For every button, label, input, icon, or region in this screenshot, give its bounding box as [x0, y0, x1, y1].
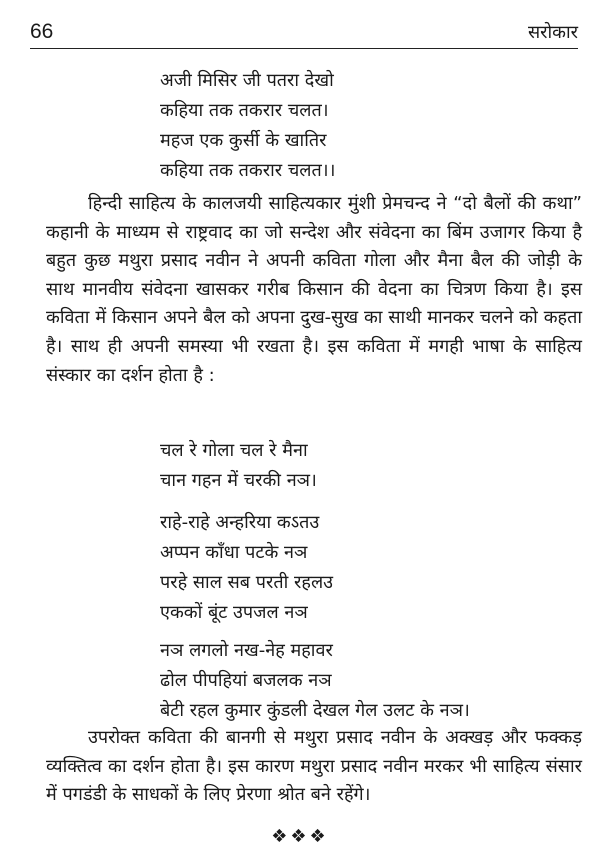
verse-line: कहिया तक तकरार चलत।। — [160, 160, 336, 181]
verse-line: कहिया तक तकरार चलत। — [160, 100, 329, 121]
verse-stanza-2 — [160, 436, 317, 496]
header-rule — [30, 48, 578, 49]
verse-stanza-1 — [160, 66, 335, 186]
running-head: सरोकार — [527, 22, 578, 43]
body-paragraph: उपरोक्त कविता की बानगी से मथुरा प्रसाद नवीन के अक्खड़ और फक्कड़ व्यक्तित्व का दर्शन होता है। इस कारण मथुरा प्रसाद नवीन मरकर भी साहित्य संसार में पगडंडी के साधकों के लिए प्रेरणा श्रोत बने रहेंगे। — [46, 727, 582, 806]
verse-line: राहे-राहे अन्हरिया कऽतउ — [160, 512, 320, 533]
verse-line: अप्पन काँधा पटके नञ — [160, 542, 308, 563]
verse-stanza-4 — [160, 636, 470, 726]
body-paragraph: हिन्दी साहित्य के कालजयी साहित्यकार मुंशी प्रेमचन्द ने “दो बैलों की कथा” कहानी के माध्यम से राष्ट्रवाद का जो सन्देश और संवेदना का बिंम उजागर किया है बहुत कुछ मथुरा प्रसाद नवीन ने अपनी कविता गोला और मैना बैल की जोड़ी के साथ मानवीय संवेदना खासकर गरीब किसान की वेदना का चित्रण किया है। इस कविता में किसान अपने बैल को अपना दुख-सुख का साथी मानकर चलने को कहता है। साथ ही अपनी समस्या भी रखता है। इस कविता में मगही भाषा के साहित्य संस्कार का दर्शन होता है : — [46, 193, 582, 386]
end-ornament: ❖❖❖ — [271, 826, 329, 847]
verse-stanza-3 — [160, 508, 333, 628]
verse-line: अजी मिसिर जी पतरा देखो — [160, 70, 334, 91]
verse-line: नञ लगलो नख-नेह महावर — [160, 640, 333, 661]
page-header — [30, 18, 578, 52]
verse-line: चान गहन में चरकी नञ। — [160, 470, 317, 491]
verse-line: चल रे गोला चल रे मैना — [160, 440, 308, 461]
verse-line: परहे साल सब परती रहलउ — [160, 572, 334, 593]
verse-line: महज एक कुर्सी के खातिर — [160, 130, 327, 151]
verse-line: एककों बूंट उपजल नञ — [160, 602, 308, 623]
page-number: 66 — [30, 20, 54, 43]
verse-line: बेटी रहल कुमार कुंडली देखल गेल उलट के नञ। — [160, 700, 470, 721]
verse-line: ढोल पीपहियां बजलक नञ — [160, 670, 332, 691]
